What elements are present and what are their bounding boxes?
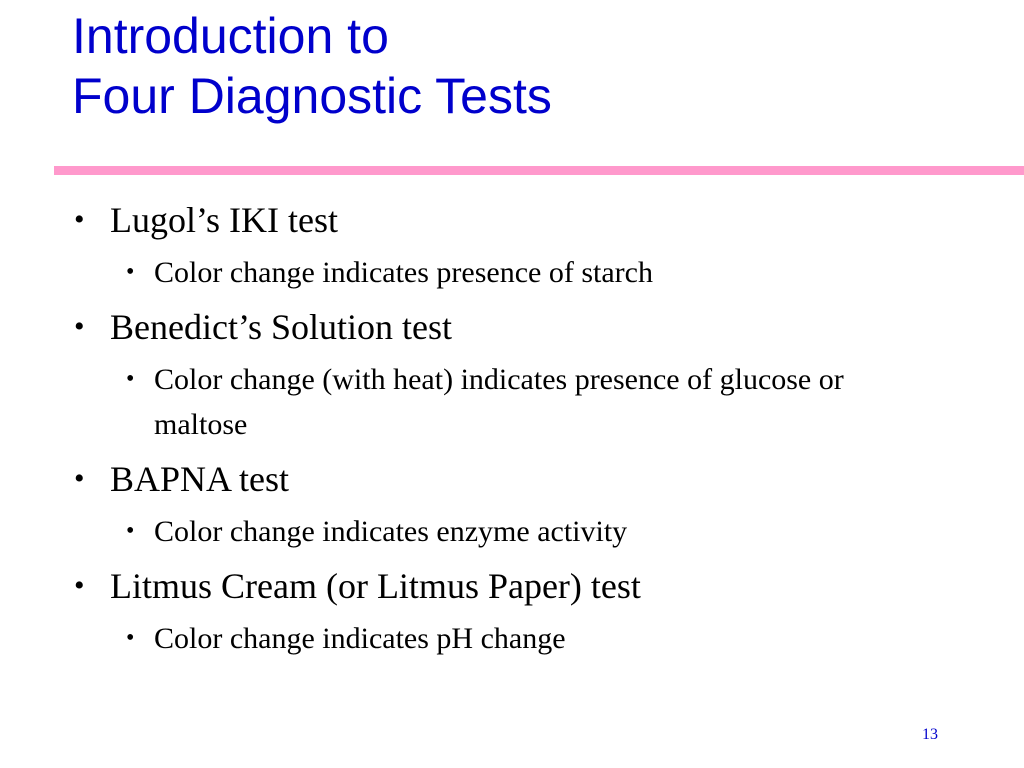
sub-bullet-litmus: [126, 616, 914, 661]
sub-bullet-benedicts: [126, 357, 914, 447]
bullet-icon: •: [74, 203, 85, 236]
slide-title-line-1: Introduction to: [72, 8, 389, 64]
bullet-list: [0, 196, 1024, 661]
title-divider: [54, 166, 1024, 175]
sub-bullet-icon: •: [126, 366, 135, 392]
sub-bullet-text: Color change indicates pH change: [154, 622, 566, 655]
bullet-text: Benedict’s Solution test: [110, 307, 452, 347]
bullet-icon: •: [74, 569, 85, 602]
sub-bullet-bapna: [126, 509, 914, 554]
bullet-icon: •: [74, 462, 85, 495]
bullet-item-lugols: [74, 196, 1024, 244]
bullet-text: BAPNA test: [110, 459, 290, 499]
bullet-item-bapna: [74, 455, 1024, 503]
sub-bullet-text: Color change (with heat) indicates presence of glucose or maltose: [154, 363, 844, 441]
bullet-text: Litmus Cream (or Litmus Paper) test: [110, 566, 641, 606]
bullet-item-litmus: [74, 562, 1024, 610]
bullet-text: Lugol’s IKI test: [110, 200, 338, 240]
sub-bullet-text: Color change indicates presence of starch: [154, 256, 653, 289]
sub-bullet-icon: •: [126, 259, 135, 285]
slide-title-line-2: Four Diagnostic Tests: [72, 68, 552, 124]
sub-bullet-icon: •: [126, 518, 135, 544]
bullet-icon: •: [74, 310, 85, 343]
slide-title: [72, 6, 552, 126]
sub-bullet-icon: •: [126, 625, 135, 651]
sub-bullet-lugols: [126, 250, 914, 295]
bullet-item-benedicts: [74, 303, 1024, 351]
page-number: 13: [922, 726, 938, 743]
sub-bullet-text: Color change indicates enzyme activity: [154, 515, 628, 548]
